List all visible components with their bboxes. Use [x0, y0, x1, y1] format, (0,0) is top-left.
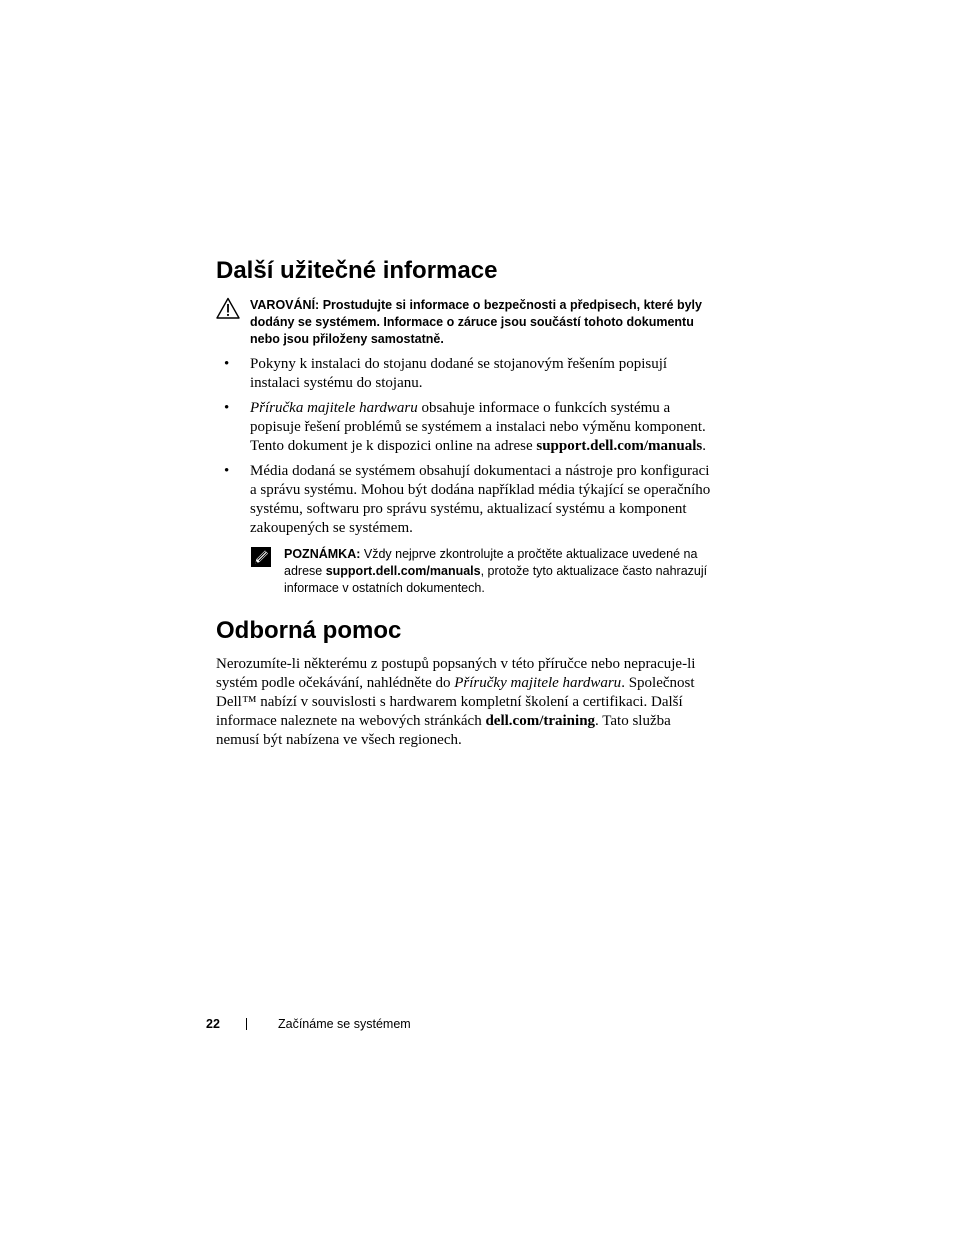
page-content [216, 255, 716, 750]
bullet: • [224, 400, 230, 416]
warning-text: Prostudujte si informace o bezpečnosti a předpisech, které byly dodány se systémem. Informace o záruce jsou součástí tohoto dokumentu nebo jsou přiloženy samostatně. [250, 298, 702, 346]
list-item [216, 399, 716, 456]
note-notice [250, 546, 716, 597]
note-support-link[interactable]: support.dell.com/manuals [325, 564, 481, 578]
paragraph-text: Nerozumíte-li některému z postupů popsaných v této příručce nebo nepracuje-li systém podle očekávání, nahlédněte do [216, 656, 696, 691]
section-title-dalsi-uzitecne-informace: Další užitečné informace [216, 257, 498, 284]
list-item-text: Média dodaná se systémem obsahují dokumentaci a nástroje pro konfiguraci a správu systému. Mohou být dodána například média týkající se operačního systému, softwaru pro správu systému, aktualizací systému a komponent zakoupených se systémem. [250, 463, 711, 536]
note-label: POZNÁMKA: [284, 547, 361, 561]
note-text: Vždy nejprve zkontrolujte a pročtěte aktualizace uvedené na adrese [284, 547, 698, 578]
footer-separator [246, 1018, 247, 1030]
support-paragraph [216, 655, 716, 750]
info-list [216, 355, 716, 597]
note-text-end: , protože tyto aktualizace často nahrazují informace v ostatních dokumentech. [284, 564, 708, 595]
list-item-text: obsahuje informace o funkcích systému a popisuje řešení problémů se systémem a instalaci nebo výměnu komponent. Tento dokument je k dispozici online na adrese [250, 400, 706, 454]
page-number: 22 [206, 1017, 220, 1031]
warning-triangle-icon [216, 297, 240, 319]
bullet: • [224, 463, 230, 479]
list-item [216, 462, 716, 597]
support-link[interactable]: support.dell.com/manuals [536, 438, 703, 454]
manual-title: Příručka majitele hardwaru [250, 400, 418, 416]
section-title-odborna-pomoc: Odborná pomoc [216, 617, 402, 644]
warning-label: VAROVÁNÍ: [250, 298, 320, 312]
bullet: • [224, 356, 230, 372]
manual-title-ref: Příručky majitele hardwaru [454, 675, 622, 691]
list-item [216, 355, 716, 393]
warning-notice [216, 297, 716, 348]
note-pencil-icon [250, 546, 274, 568]
paragraph-text: . Společnost Dell™ nabízí v souvislosti s hardwarem kompletní školení a certifikaci. Další informace naleznete na webových stránkách [216, 675, 695, 729]
training-link[interactable]: dell.com/training [485, 713, 596, 729]
chapter-title: Začínáme se systémem [278, 1017, 411, 1031]
list-item-text: Pokyny k instalaci do stojanu dodané se stojanovým řešením popisují instalaci systému do stojanu. [250, 356, 668, 391]
list-item-end: . [702, 438, 706, 454]
paragraph-text: . Tato služba nemusí být nabízena ve všech regionech. [216, 713, 671, 748]
